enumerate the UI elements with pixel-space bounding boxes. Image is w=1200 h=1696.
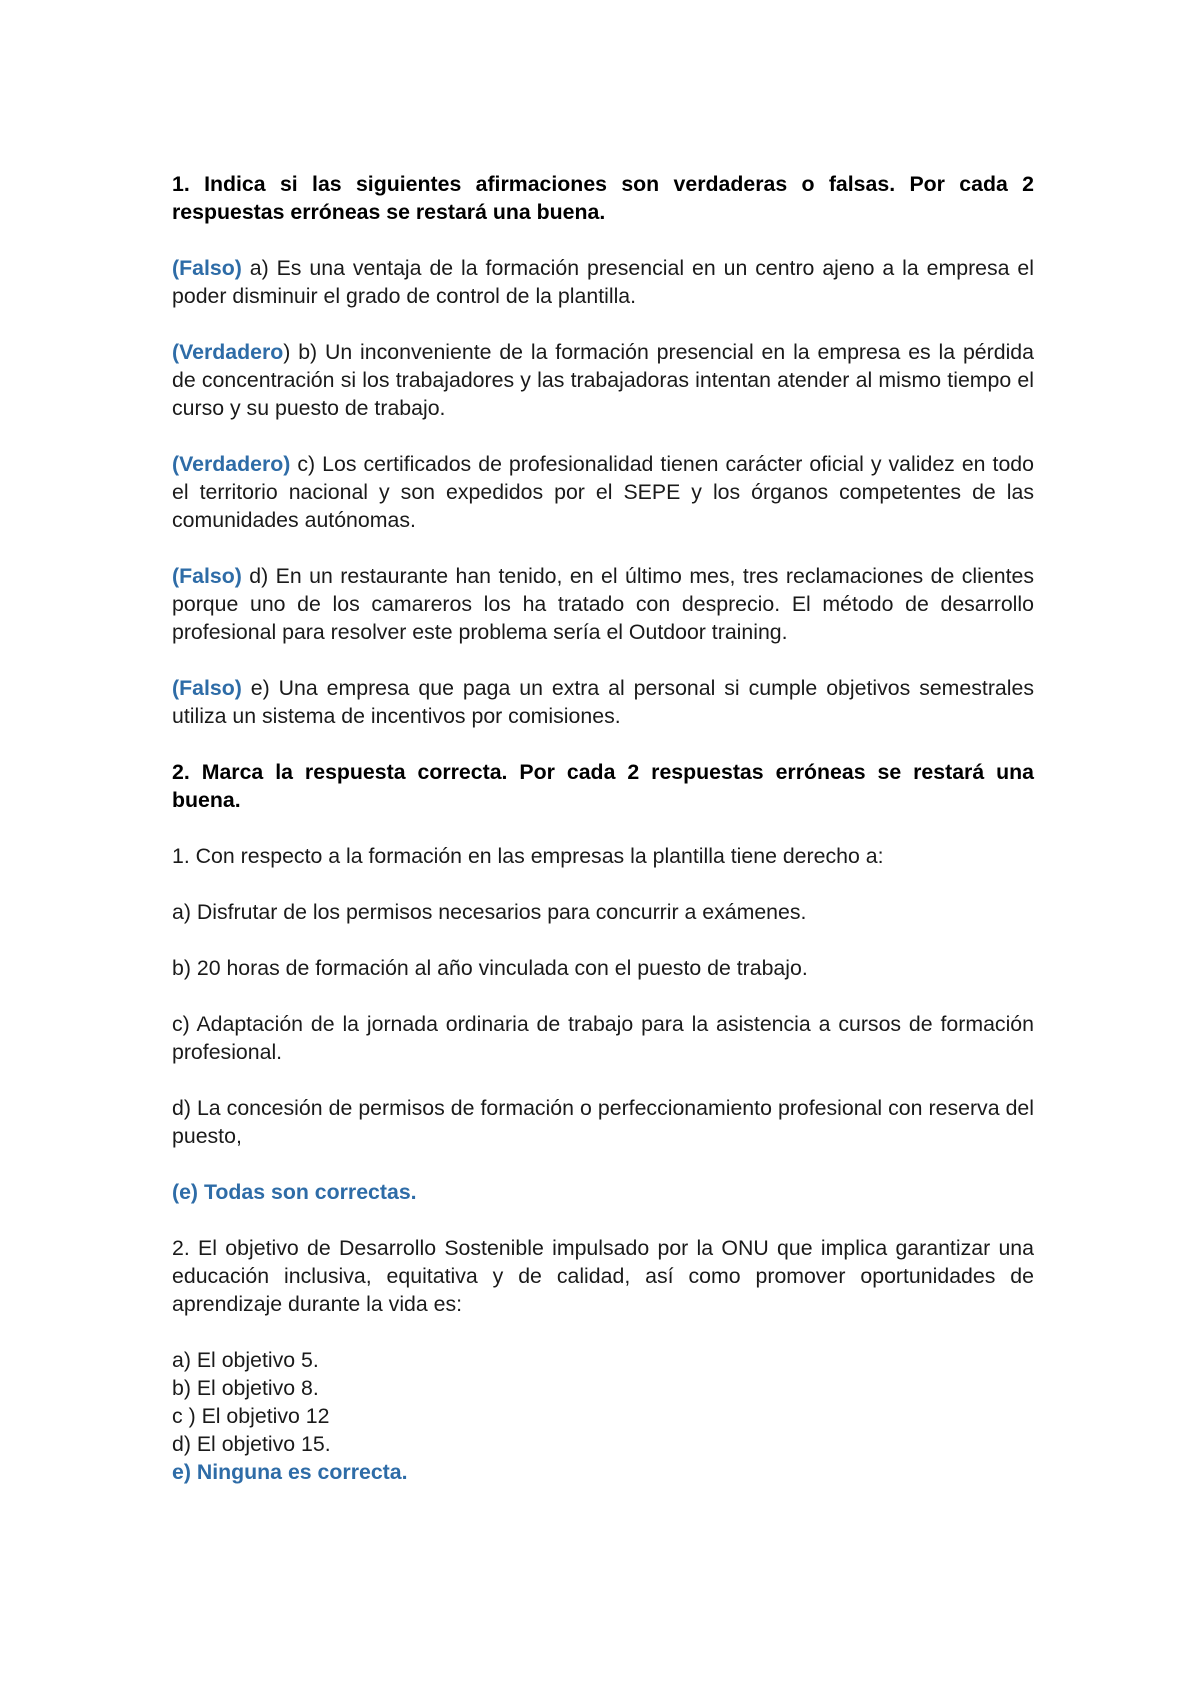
q1-option-a: a) Disfrutar de los permisos necesarios para concurrir a exámenes.: [172, 900, 807, 924]
document-page: [172, 170, 1034, 1514]
statement-a: [172, 254, 1034, 310]
question-2: 2. El objetivo de Desarrollo Sostenible impulsado por la ONU que implica garantizar una educación inclusiva, equitativa y de calidad, así como promover oportunidades de aprendizaje durante la vida es:: [172, 1236, 1034, 1316]
statement-b: [172, 338, 1034, 422]
section2-heading: 2. Marca la respuesta correcta. Por cada 2 respuestas erróneas se restará una buena.: [172, 760, 1034, 812]
answer-label: (Falso): [172, 676, 242, 700]
answer-label: (Verdadero): [172, 452, 291, 476]
q1-option-c: c) Adaptación de la jornada ordinaria de trabajo para la asistencia a cursos de formación profesional.: [172, 1012, 1034, 1064]
question-1: 1. Con respecto a la formación en las empresas la plantilla tiene derecho a:: [172, 844, 884, 868]
q2-option-c: c ) El objetivo 12: [172, 1404, 330, 1428]
statement-text: a) Es una ventaja de la formación presencial en un centro ajeno a la empresa el poder disminuir el grado de control de la plantilla.: [172, 256, 1034, 308]
q1-option-d: d) La concesión de permisos de formación o perfeccionamiento profesional con reserva del puesto,: [172, 1096, 1034, 1148]
q2-option-a: a) El objetivo 5.: [172, 1348, 319, 1372]
answer-label: (Falso): [172, 564, 242, 588]
statement-text: ) b) Un inconveniente de la formación presencial en la empresa es la pérdida de concentración si los trabajadores y las trabajadoras intentan atender al mismo tiempo el curso y su puesto de trabajo.: [172, 340, 1034, 420]
q2-options: [172, 1346, 1034, 1486]
statement-text: d) En un restaurante han tenido, en el último mes, tres reclamaciones de clientes porque uno de los camareros los ha tratado con desprecio. El método de desarrollo profesional para resolver este problema sería el Outdoor training.: [172, 564, 1034, 644]
statement-text: c) Los certificados de profesionalidad tienen carácter oficial y validez en todo el territorio nacional y son expedidos por el SEPE y los órganos competentes de las comunidades autónomas.: [172, 452, 1034, 532]
q1-option-b: b) 20 horas de formación al año vinculada con el puesto de trabajo.: [172, 956, 808, 980]
q2-option-b: b) El objetivo 8.: [172, 1376, 319, 1400]
statement-text: e) Una empresa que paga un extra al personal si cumple objetivos semestrales utiliza un sistema de incentivos por comisiones.: [172, 676, 1034, 728]
statement-d: [172, 562, 1034, 646]
statement-e: [172, 674, 1034, 730]
statement-c: [172, 450, 1034, 534]
q1-correct-answer: (e) Todas son correctas.: [172, 1180, 417, 1204]
answer-label: (Falso): [172, 256, 242, 280]
section1-heading: 1. Indica si las siguientes afirmaciones son verdaderas o falsas. Por cada 2 respuestas erróneas se restará una buena.: [172, 172, 1034, 224]
answer-label: (Verdadero: [172, 340, 284, 364]
q2-correct-answer: e) Ninguna es correcta.: [172, 1460, 408, 1484]
q2-option-d: d) El objetivo 15.: [172, 1432, 331, 1456]
